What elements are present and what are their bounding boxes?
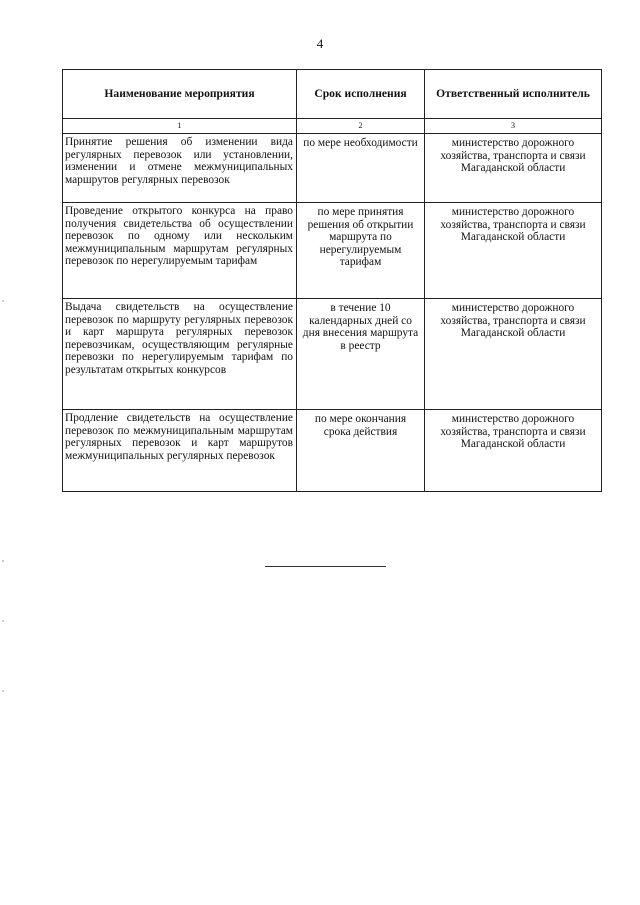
table-row [63,299,602,410]
column-number-1: 1 [63,119,297,134]
deadline-cell: по мере принятия решения об открытии маршрута по нерегулируемым тарифам [297,203,425,299]
header-executor: Ответственный исполнитель [425,70,602,119]
activity-cell: Выдача свидетельств на осуществление перевозок по маршруту регулярных перевозок и карт маршрута регулярных перевозок перевозчикам, осуществляющим регулярные перевозки по нерегулируемым тарифам по результатам открытых конкурсов [63,299,297,410]
activity-cell: Принятие решения об изменении вида регулярных перевозок или установлении, изменении и отмене межмуниципальных маршрутов регулярных перевозок [63,134,297,203]
column-numbers-row [63,119,602,134]
column-number-3: 3 [425,119,602,134]
deadline-cell: по мере необходимости [297,134,425,203]
deadline-cell: в течение 10 календарных дней со дня внесения маршрута в реестр [297,299,425,410]
activities-table [62,69,602,492]
executor-cell: министерство дорожного хозяйства, транспорта и связи Магаданской области [425,299,602,410]
executor-cell: министерство дорожного хозяйства, транспорта и связи Магаданской области [425,134,602,203]
header-deadline: Срок исполнения [297,70,425,119]
column-number-2: 2 [297,119,425,134]
header-activity: Наименование мероприятия [63,70,297,119]
table-header-row [63,70,602,119]
executor-cell: министерство дорожного хозяйства, транспорта и связи Магаданской области [425,203,602,299]
closing-separator-line [265,566,386,567]
table-row [63,203,602,299]
executor-cell: министерство дорожного хозяйства, транспорта и связи Магаданской области [425,410,602,492]
page-number: 4 [316,36,324,51]
activity-cell: Проведение открытого конкурса на право получения свидетельства об осуществлении перевозок по одному или нескольким межмуниципальным маршрутам регулярных перевозок по нерегулируемым тарифам [63,203,297,299]
table-row [63,410,602,492]
deadline-cell: по мере окончания срока действия [297,410,425,492]
activity-cell: Продление свидетельств на осуществление перевозок по межмуниципальным маршрутам регулярных перевозок и карт маршрутов межмуниципальных регулярных перевозок [63,410,297,492]
table-row [63,134,602,203]
